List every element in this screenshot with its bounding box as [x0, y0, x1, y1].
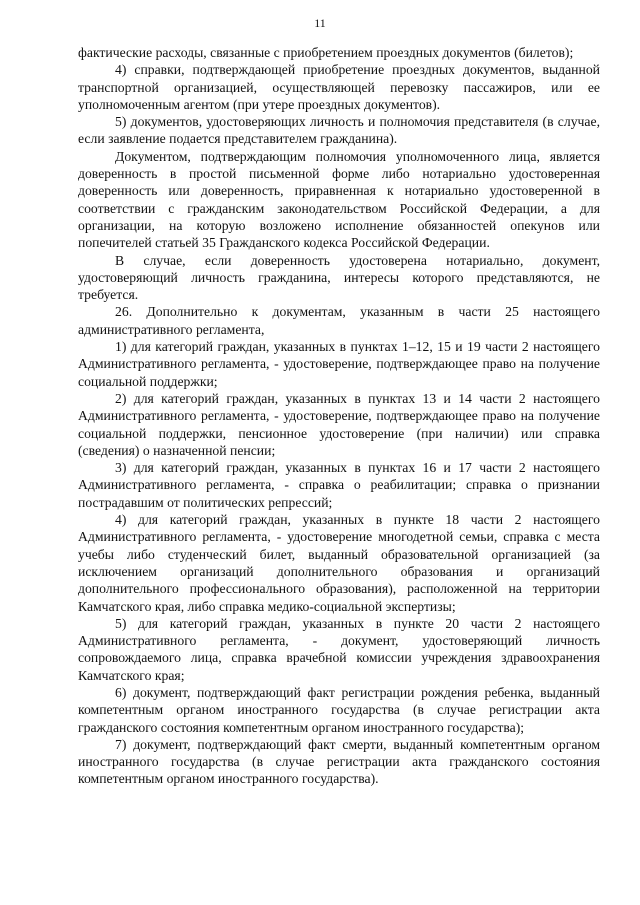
paragraph-notarized-case: В случае, если доверенность удостоверена нотариально, документ, удостоверяющий личность гражданина, интересы которого представляются, не требуется. — [78, 252, 600, 303]
paragraph-item-4: 4) справки, подтверждающей приобретение проездных документов, выданной транспортной организацией, осуществляющей перевозку пассажиров, или ее уполномоченным агентом (при утере проездных документов). — [78, 62, 600, 112]
page-number: 11 — [314, 16, 326, 30]
paragraph-26-item-2: 2) для категорий граждан, указанных в пунктах 13 и 14 части 2 настоящего Административного регламента, - удостоверение, подтверждающее право на получение социальной поддержки, пенсионное удостоверение (при наличии) или справка (сведения) о назначенной пенсии; — [78, 390, 600, 458]
paragraph-power-of-attorney: Документом, подтверждающим полномочия уполномоченного лица, является доверенность в простой письменной форме либо нотариально удостоверенная доверенность или доверенность, приравненная к нотариально удостоверенной в соответствии с гражданским законодательством Российской Федерации, а для организации, на которую возложено исполнение обязанностей опекунов или попечителей статьей 35 Гражданского кодекса Российской Федерации. — [78, 148, 600, 251]
paragraph-26-item-4: 4) для категорий граждан, указанных в пункте 18 части 2 настоящего Административного регламента, - удостоверение многодетной семьи, справка с места учебы либо студенческий билет, выданный образовательной организацией (за исключением организаций дополнительного образования и организаций дополнительного профессионального образования), расположенной на территории Камчатского края, либо справка медико-социальной экспертизы; — [78, 512, 600, 614]
paragraph-item-5: 5) документов, удостоверяющих личность и полномочия представителя (в случае, если заявление подается представителем гражданина). — [78, 114, 600, 147]
paragraph-26: 26. Дополнительно к документам, указанным в части 25 настоящего административного регламента, — [78, 304, 600, 337]
paragraph-26-item-5: 5) для категорий граждан, указанных в пункте 20 части 2 настоящего Административного регламента, - документ, удостоверяющий личность сопровождаемого лица, справка врачебной комиссии учреждения здравоохранения Камчатского края; — [78, 615, 600, 683]
paragraph-26-item-3: 3) для категорий граждан, указанных в пунктах 16 и 17 части 2 настоящего Административного регламента, - справка о реабилитации; справка о признании пострадавшим от политических репрессий; — [78, 460, 600, 510]
paragraph-26-item-6: 6) документ, подтверждающий факт регистрации рождения ребенка, выданный компетентным органом иностранного государства (в случае регистрации акта гражданского состояния компетентным органом иностранного государства); — [78, 684, 600, 735]
paragraph-continuation: фактические расходы, связанные с приобретением проездных документов (билетов); — [78, 45, 574, 60]
paragraph-26-item-7: 7) документ, подтверждающий факт смерти, выданный компетентным органом иностранного государства (в случае регистрации акта гражданского состояния компетентным органом иностранного государства). — [78, 736, 600, 787]
document-body — [78, 44, 600, 788]
paragraph-26-item-1: 1) для категорий граждан, указанных в пунктах 1–12, 15 и 19 части 2 настоящего Административного регламента, - удостоверение, подтверждающее право на получение социальной поддержки; — [78, 339, 600, 389]
